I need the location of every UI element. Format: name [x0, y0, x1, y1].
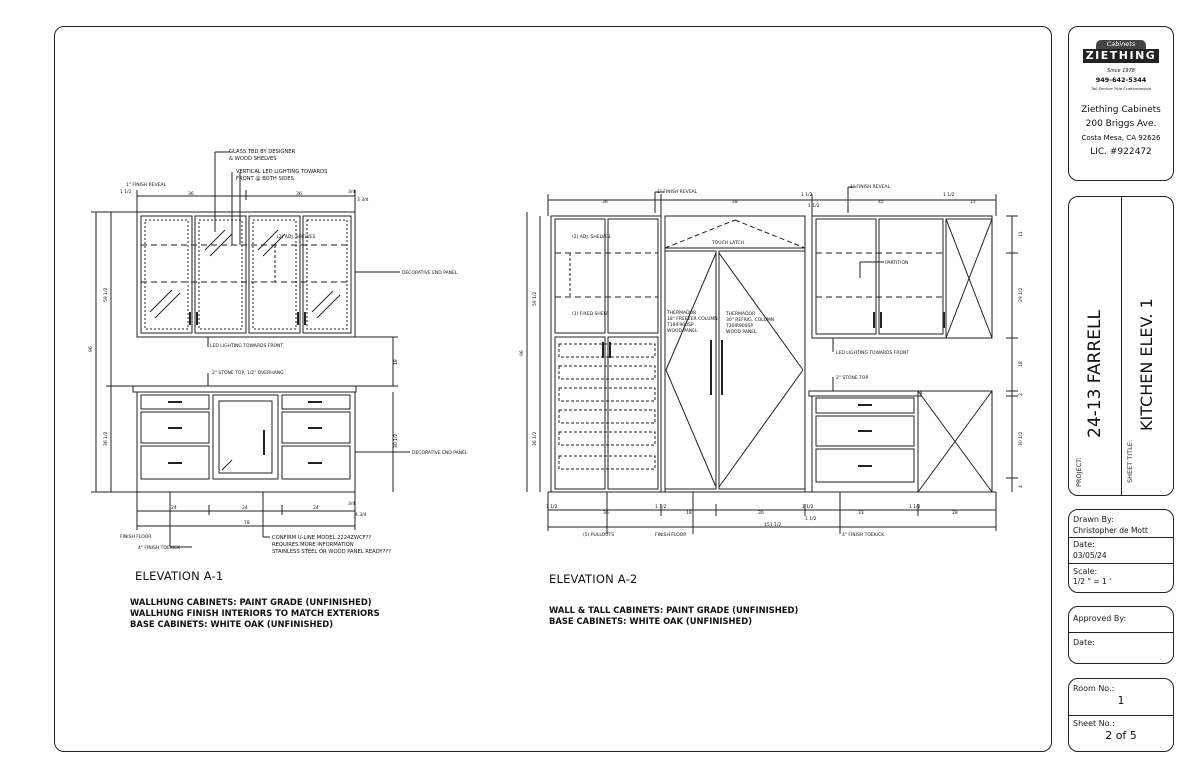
a2-freezer-3: T18IF900SP — [667, 323, 694, 328]
company-block — [1068, 26, 1174, 181]
a2-total-height: 96 — [520, 350, 525, 356]
drawn-block — [1068, 509, 1174, 593]
tagline: Tall Service True Craftsmanship — [1091, 86, 1151, 91]
a2-right-1: 11 — [1019, 231, 1024, 237]
a2-right-5: 30 1/2 — [1019, 431, 1024, 446]
approval-block — [1068, 606, 1174, 664]
a1-deco-end-panel-top: DECORATIVE END PANEL — [402, 271, 458, 276]
a1-dim-5: 3 3/4 — [357, 198, 369, 203]
a1-finish-floor: FINISH FLOOR — [120, 535, 152, 540]
a2-stone-top: 2" STONE TOP — [836, 376, 869, 381]
a2-bottom-3: 18 — [686, 511, 692, 516]
a2-refrig-3: T30IR900SP — [726, 324, 754, 329]
a1-confirm-1: CONFIRM U-LINE MODEL 2224ZWCF?? — [272, 535, 372, 541]
sheet-block — [1068, 678, 1174, 752]
company-name: Ziething Cabinets — [1081, 105, 1161, 115]
a2-bottom-7: 1 1/2 — [909, 505, 921, 510]
project-label: PROJECT: — [1075, 457, 1083, 487]
company-license: LIC. #922472 — [1090, 147, 1152, 157]
brand-top: Cabinets — [1096, 40, 1146, 49]
a2-led-front: LED LIGHTING TOWARDS FRONT — [836, 351, 910, 356]
elevation-a1-title: ELEVATION A-1 — [135, 569, 224, 583]
a1-dim-3: 36 — [296, 192, 302, 197]
a2-finish-floor: FINISH FLOOR — [655, 533, 687, 538]
a2-bottom-4: 30 — [758, 511, 764, 516]
a1-base-inner: 30 1/2 — [394, 433, 399, 448]
a1-wood-shelves-note: & WOOD SHELVES — [229, 156, 277, 162]
a2-bottom-8: 28 — [952, 511, 958, 516]
sheet-title-label: SHEET TITLE: — [1126, 439, 1134, 483]
a1-confirm-2: REQUIRES MORE INFORMATION — [272, 542, 354, 548]
a1-bottom-5: 4 3/4 — [355, 513, 367, 518]
approved-date-label: Date: — [1073, 638, 1095, 647]
a2-refrig-2: 30" REFRIG. COLUMN — [726, 318, 775, 323]
project-name: 24-13 FARRELL — [1085, 310, 1105, 438]
a1-gap-height: 18 — [394, 359, 399, 365]
a2-touch-latch: TOUCH LATCH — [712, 241, 744, 246]
a2-top-7: 15 — [970, 200, 976, 205]
a2-note-line: WALL & TALL CABINETS: PAINT GRADE (UNFINISHED) — [549, 605, 799, 615]
room-label: Room No.: — [1073, 684, 1115, 693]
a1-dim-2: 36 — [188, 192, 194, 197]
a2-freezer-2: 18" FREEZER COLUMN — [667, 317, 718, 322]
sheet-value: 2 of 5 — [1105, 729, 1137, 742]
a2-top-6: 1 1/2 — [943, 193, 955, 198]
a2-toekick: 4" FINISH TOEKICK — [842, 533, 885, 538]
elevation-a2-title: ELEVATION A-2 — [549, 572, 638, 586]
a2-adj-shelves: (2) ADJ. SHELVES — [572, 235, 611, 240]
a1-dim-4: 3/4 — [348, 190, 356, 195]
drawn-by-label: Drawn By: — [1073, 515, 1114, 524]
a1-bottom-2: 24 — [242, 506, 248, 511]
a2-bottom-0: 1 1/2 — [546, 505, 558, 510]
a1-toekick: 4" FINISH TOEKICK — [138, 546, 181, 551]
a1-note-line: WALLHUNG CABINETS: PAINT GRADE (UNFINISHED) — [130, 597, 372, 607]
a1-finish-reveal: 1" FINISH REVEAL — [126, 183, 167, 188]
a1-adj-shelves: (2) ADJ. SHELVES — [277, 235, 316, 240]
a1-led-front: LED LIGHTING TOWARDS FRONT — [210, 344, 284, 349]
a1-vertical-led-note: VERTICAL LED LIGHTING TOWARDS — [236, 169, 328, 175]
a2-upper-height: 59 1/2 — [533, 291, 538, 306]
a1-glass-note: GLASS TBD BY DESIGNER — [229, 149, 296, 155]
a1-stone-top: 2" STONE TOP, 1/2" OVERHANG — [212, 371, 284, 376]
sheet-title: KITCHEN ELEV. 1 — [1137, 298, 1156, 431]
a2-bottom-9: 1 1/2 — [805, 517, 817, 522]
scale-value: 1/2 " = 1 ' — [1073, 577, 1112, 586]
date-label: Date: — [1073, 540, 1095, 549]
a2-top-4: 1 1/2 — [808, 204, 820, 209]
since: Since 1978 — [1107, 68, 1135, 74]
a1-note-line: BASE CABINETS: WHITE OAK (UNFINISHED) — [130, 619, 334, 629]
a2-freezer-1: THERMADOR — [667, 311, 697, 316]
elevation-a2-notes — [549, 605, 798, 627]
a2-bottom-6: 33 — [858, 511, 864, 516]
a2-top-1: 36 — [602, 200, 608, 205]
company-address-2: Costa Mesa, CA 92626 — [1081, 134, 1161, 142]
a2-partition: PARTITION — [885, 261, 909, 266]
a2-right-2: 29 1/2 — [1019, 287, 1024, 302]
a2-top-2: 48 — [732, 200, 738, 205]
date-value: 03/05/24 — [1073, 551, 1107, 560]
a1-bottom-4: 3/4 — [348, 502, 356, 507]
brand-logo: ZIETHING — [1083, 49, 1159, 63]
a2-top-5: 45 — [878, 200, 884, 205]
approved-by-label: Approved By: — [1073, 614, 1127, 623]
a2-note-line: BASE CABINETS: WHITE OAK (UNFINISHED) — [549, 616, 753, 626]
a1-front-both-note: FRONT @ BOTH SIDES — [236, 176, 294, 182]
a2-finish-reveal-2: 1" FINISH REVEAL — [850, 185, 891, 190]
a2-base-height: 36 1/2 — [533, 431, 538, 446]
a1-total-width: 78 — [244, 521, 250, 526]
a1-upper-height: 59 1/2 — [104, 287, 109, 302]
a2-refrig-1: THERMADOR — [726, 312, 756, 317]
a2-right-4: 2 — [1019, 393, 1024, 396]
a2-bottom-2: 1 1/2 — [655, 505, 667, 510]
company-address-1: 200 Briggs Ave. — [1085, 119, 1157, 129]
a1-base-height: 36 1/2 — [104, 431, 109, 446]
a2-bottom-5: 1 1/2 — [802, 505, 814, 510]
a1-dim-1: 1 1/2 — [120, 190, 132, 195]
phone: 949-642-5344 — [1095, 76, 1147, 84]
a2-finish-reveal-1: 1" FINISH REVEAL — [657, 190, 698, 195]
sheet-label: Sheet No.: — [1073, 719, 1115, 728]
project-block — [1068, 196, 1174, 496]
scale-label: Scale: — [1073, 567, 1098, 576]
a2-fixed-shelf: (1) FIXED SHELF — [572, 312, 609, 317]
drawn-by-value: Christopher de Mott — [1073, 526, 1148, 535]
room-value: 1 — [1117, 694, 1125, 707]
a1-total-height: 96 — [89, 346, 94, 352]
a2-right-6: 4 — [1019, 485, 1024, 488]
a1-note-line: WALLHUNG FINISH INTERIORS TO MATCH EXTERIORS — [130, 608, 380, 618]
a2-total-width: 151 1/2 — [764, 523, 782, 528]
a2-bottom-1: 36 — [603, 511, 609, 516]
a2-pullouts: (5) PULLOUTS — [583, 533, 615, 538]
a2-right-3: 18 — [1019, 361, 1024, 367]
a1-deco-end-panel-bottom: DECORATIVE END PANEL — [412, 451, 468, 456]
a1-bottom-3: 24 — [313, 506, 319, 511]
a2-top-3: 1 1/2 — [801, 193, 813, 198]
a1-bottom-1: 24 — [171, 506, 177, 511]
a2-refrig-4: WOOD PANEL — [726, 330, 757, 335]
a1-confirm-3: STAINLESS STEEL OR WOOD PANEL READY??? — [272, 549, 391, 555]
elevation-a1-notes — [130, 597, 380, 630]
a2-freezer-4: WOOD PANEL — [667, 329, 698, 334]
